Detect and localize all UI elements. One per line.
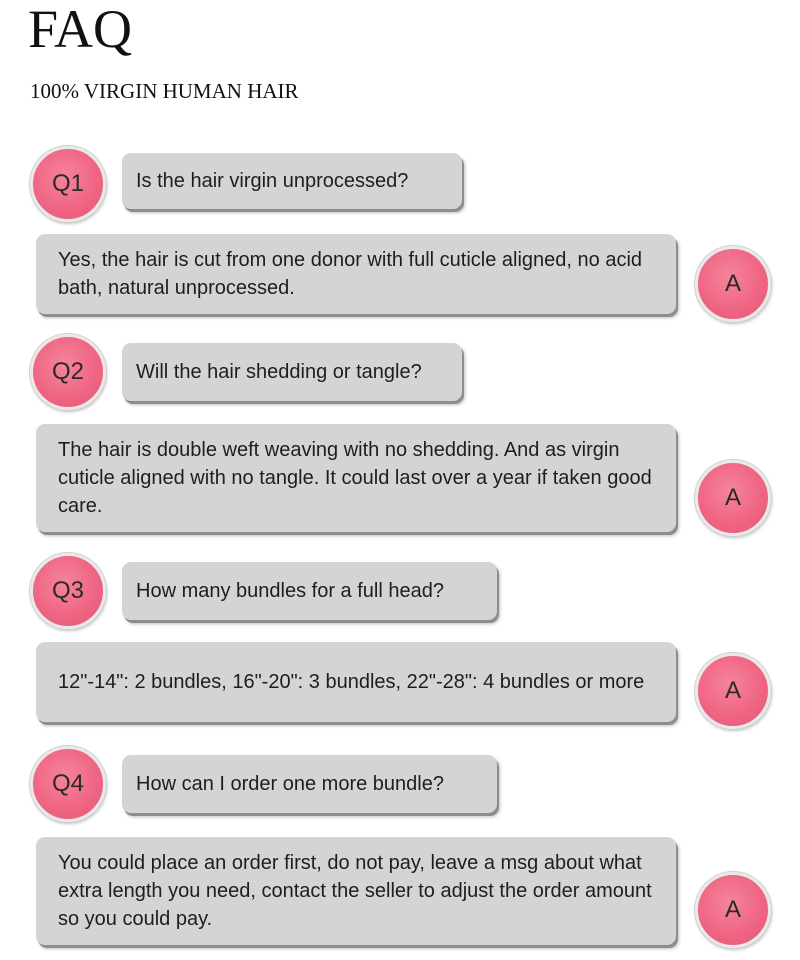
- answer-badge-2: A: [695, 460, 771, 536]
- question-bubble-4: How can I order one more bundle?: [122, 755, 497, 813]
- answer-bubble-2: The hair is double weft weaving with no shedding. And as virgin cuticle aligned with no tangle. It could last over a year if taken good care.: [36, 424, 676, 532]
- answer-badge-3: A: [695, 653, 771, 729]
- answer-bubble-4: You could place an order first, do not pay, leave a msg about what extra length you need, contact the seller to adjust the order amount so you could pay.: [36, 837, 676, 945]
- question-bubble-1: Is the hair virgin unprocessed?: [122, 153, 462, 209]
- answer-bubble-3: 12"-14": 2 bundles, 16"-20": 3 bundles, 22"-28": 4 bundles or more: [36, 642, 676, 722]
- answer-badge-1: A: [695, 246, 771, 322]
- answer-badge-4: A: [695, 872, 771, 948]
- question-bubble-2: Will the hair shedding or tangle?: [122, 343, 462, 401]
- question-badge-4: Q4: [30, 746, 106, 822]
- question-bubble-3: How many bundles for a full head?: [122, 562, 497, 620]
- answer-bubble-1: Yes, the hair is cut from one donor with full cuticle aligned, no acid bath, natural unprocessed.: [36, 234, 676, 314]
- page-title: FAQ: [28, 0, 133, 59]
- page-subtitle: 100% VIRGIN HUMAN HAIR: [30, 79, 299, 103]
- question-badge-2: Q2: [30, 334, 106, 410]
- question-badge-1: Q1: [30, 146, 106, 222]
- question-badge-3: Q3: [30, 553, 106, 629]
